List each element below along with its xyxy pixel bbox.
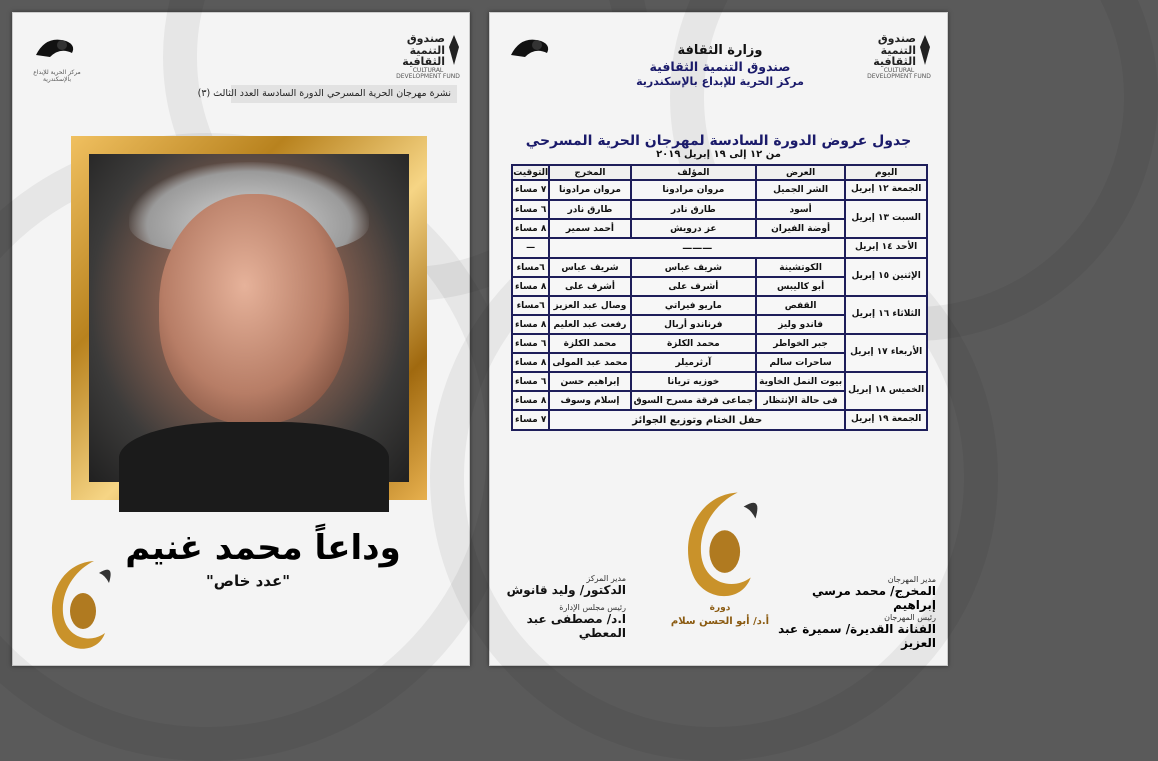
- schedule-show-cell: فاندو وليز: [757, 316, 844, 333]
- schedule-title: جدول عروض الدورة السادسة لمهرجان الحرية المسرحي: [525, 133, 912, 149]
- schedule-author-cell: خوزيه تريانا: [632, 373, 756, 390]
- schedule-time-cell: ٨ مساء: [513, 354, 548, 371]
- schedule-show-cell: أوضة الفيران: [757, 220, 844, 237]
- schedule-show-cell: ———: [550, 239, 844, 257]
- festival-logo: [29, 33, 85, 83]
- board-chair-role: رئيس مجلس الإدارة: [559, 603, 626, 612]
- schedule-author-cell: أشرف على: [632, 278, 756, 295]
- schedule-row: [513, 411, 926, 429]
- festival-logo-caption: مركز الحرية للإبداع بالإسكندرية: [33, 69, 81, 83]
- festival-president-role: رئيس المهرجان: [884, 613, 936, 622]
- schedule-director-cell: محمد عبد المولى: [550, 354, 629, 371]
- festival-president-credit: [776, 613, 936, 650]
- schedule-day-cell: الثلاثاء ١٦ إبريل: [846, 297, 926, 333]
- fund-logo-right-line1: صندوق: [877, 32, 916, 45]
- festival-mask-logo-icon-right: [507, 33, 557, 67]
- schedule-row: [513, 201, 926, 218]
- schedule-author-cell: ماريو فيراتي: [632, 297, 756, 314]
- schedule-director-cell: أشرف على: [550, 278, 629, 295]
- schedule-director-cell: محمد الكلزة: [550, 335, 629, 352]
- festival-director-credit: [786, 575, 936, 612]
- schedule-row: [513, 335, 926, 352]
- schedule-row: [513, 259, 926, 276]
- col-time: التوقيت: [513, 167, 549, 178]
- festival-president-name: الفنانة القديرة/ سميرة عبد العزيز: [778, 622, 936, 650]
- schedule-show-cell: أبو كاليبس: [757, 278, 844, 295]
- schedule-time-cell: ٦مساء: [513, 259, 548, 276]
- schedule-author-cell: عز درويش: [632, 220, 756, 237]
- schedule-show-cell: بيوت النمل الخاوية: [757, 373, 844, 390]
- schedule-row: [513, 373, 926, 390]
- fund-emblem-icon: [447, 33, 461, 67]
- farewell-title: وداعاً محمد غنيم: [125, 528, 401, 568]
- schedule-day-cell: الجمعة ١٩ إبريل: [846, 411, 926, 429]
- schedule-show-cell: القفص: [757, 297, 844, 314]
- center-director-name: الدكتور/ وليد قانوش: [506, 583, 626, 597]
- schedule-row: [513, 239, 926, 257]
- fund-logo-line1: صندوق: [406, 32, 445, 45]
- col-day: اليوم: [846, 166, 926, 179]
- schedule-show-cell: فى حالة الإنتظار: [757, 392, 844, 409]
- special-issue-label: "عدد خاص": [205, 572, 291, 590]
- portrait-frame: [71, 136, 427, 500]
- issue-line: نشرة مهرجان الحرية المسرحي الدورة السادسة العدد الثالث (٣): [231, 85, 457, 103]
- festival-director-name: المخرج/ محمد مرسي إبراهيم: [811, 584, 936, 612]
- schedule-heading: [510, 133, 927, 160]
- schedule-day-cell: الجمعة ١٢ إبريل: [846, 181, 926, 199]
- schedule-show-cell: أسود: [757, 201, 844, 218]
- fund-emblem-icon-right: [918, 33, 932, 67]
- schedule-director-cell: وصال عبد العزيز: [550, 297, 629, 314]
- board-chair-name: ا.د/ مصطفى عبد المعطي: [526, 612, 626, 640]
- schedule-header-row: [513, 166, 926, 179]
- festival-logo-right: [504, 33, 560, 70]
- session-label: دورة: [709, 603, 731, 613]
- schedule-time-cell: ٨ مساء: [513, 316, 548, 333]
- schedule-author-cell: طارق نادر: [632, 201, 756, 218]
- schedule-director-cell: طارق نادر: [550, 201, 629, 218]
- fund-logo-sub: CULTURAL DEVELOPMENT FUND: [396, 66, 460, 80]
- schedule-time-cell: ٦ مساء: [513, 335, 548, 352]
- farewell-page: [12, 12, 470, 666]
- schedule-day-cell: السبت ١٣ إبريل: [846, 201, 926, 237]
- schedule-author-cell: فرناندو أربال: [632, 316, 756, 333]
- schedule-day-cell: الأحد ١٤ إبريل: [846, 239, 926, 257]
- schedule-show-cell: جبر الخواطر: [757, 335, 844, 352]
- schedule-time-cell: ٨ مساء: [513, 278, 548, 295]
- session-name: أ.د/ أبو الحسن سلام: [670, 616, 770, 627]
- center-credits: [506, 574, 626, 640]
- schedule-time-cell: ٧ مساء: [513, 411, 548, 429]
- schedule-director-cell: مروان مرادونا: [550, 181, 629, 199]
- fund-logo-right-line3: الثقافية: [873, 55, 916, 69]
- portrait-photo: [89, 154, 409, 482]
- schedule-row: [513, 297, 926, 314]
- ministry-name: وزارة الثقافة: [677, 43, 763, 58]
- schedule-time-cell: ٦ مساء: [513, 201, 548, 218]
- center-name: مركز الحرية للإبداع بالإسكندرية: [636, 74, 804, 88]
- fund-name: صندوق التنمية الثقافية: [649, 59, 791, 75]
- schedule-time-cell: ٨ مساء: [513, 392, 548, 409]
- col-author: المؤلف: [632, 166, 756, 179]
- fund-logo: [395, 33, 461, 80]
- schedule-time-cell: ٨ مساء: [513, 220, 548, 237]
- festival-director-role: مدير المهرجان: [887, 575, 936, 584]
- ministry-header: [610, 43, 830, 89]
- schedule-director-cell: أحمد سمير: [550, 220, 629, 237]
- session-emblem-icon: [670, 483, 770, 613]
- schedule-director-cell: إبراهيم حسن: [550, 373, 629, 390]
- fund-logo-line3: الثقافية: [402, 55, 445, 69]
- schedule-author-cell: جماعى فرقة مسرح السوق: [632, 392, 756, 409]
- schedule-table: [511, 164, 928, 431]
- schedule-page: [489, 12, 948, 666]
- schedule-author-cell: آرثرميلر: [632, 354, 756, 371]
- schedule-show-cell: الشر الجميل: [757, 181, 844, 199]
- schedule-show-cell: الكوتشينة: [757, 259, 844, 276]
- schedule-time-cell: ٦ مساء: [513, 373, 548, 390]
- col-show: العرض: [757, 166, 844, 179]
- fund-logo-right: [866, 33, 932, 80]
- center-director-role: مدير المركز: [586, 574, 626, 583]
- schedule-director-cell: شريف عباس: [550, 259, 629, 276]
- festival-mask-logo-icon: [32, 33, 82, 67]
- schedule-director-cell: رفعت عبد العليم: [550, 316, 629, 333]
- schedule-time-cell: —: [513, 239, 548, 257]
- schedule-dates: من ١٢ إلى ١٩ إبريل ٢٠١٩: [656, 149, 781, 160]
- schedule-day-cell: الأربعاء ١٧ إبريل: [846, 335, 926, 371]
- schedule-director-cell: إسلام وسوف: [550, 392, 629, 409]
- schedule-author-cell: شريف عباس: [632, 259, 756, 276]
- schedule-day-cell: الخميس ١٨ إبريل: [846, 373, 926, 409]
- fund-logo-right-sub: CULTURAL DEVELOPMENT FUND: [867, 66, 931, 80]
- schedule-day-cell: الإثنين ١٥ إبريل: [846, 259, 926, 295]
- fund-logo-line2: التنمية: [409, 43, 445, 57]
- col-director: المخرج: [550, 166, 629, 179]
- schedule-show-cell: حفل الختام وتوزيع الجوائز: [550, 411, 844, 429]
- fund-logo-right-line2: التنمية: [880, 43, 916, 57]
- schedule-author-cell: محمد الكلزة: [632, 335, 756, 352]
- festival-emblem-icon: [39, 553, 119, 663]
- schedule-time-cell: ٧ مساء: [513, 181, 548, 199]
- schedule-author-cell: مروان مرادونا: [632, 181, 756, 199]
- schedule-time-cell: ٦مساء: [513, 297, 548, 314]
- schedule-show-cell: ساحرات سالم: [757, 354, 844, 371]
- schedule-row: [513, 181, 926, 199]
